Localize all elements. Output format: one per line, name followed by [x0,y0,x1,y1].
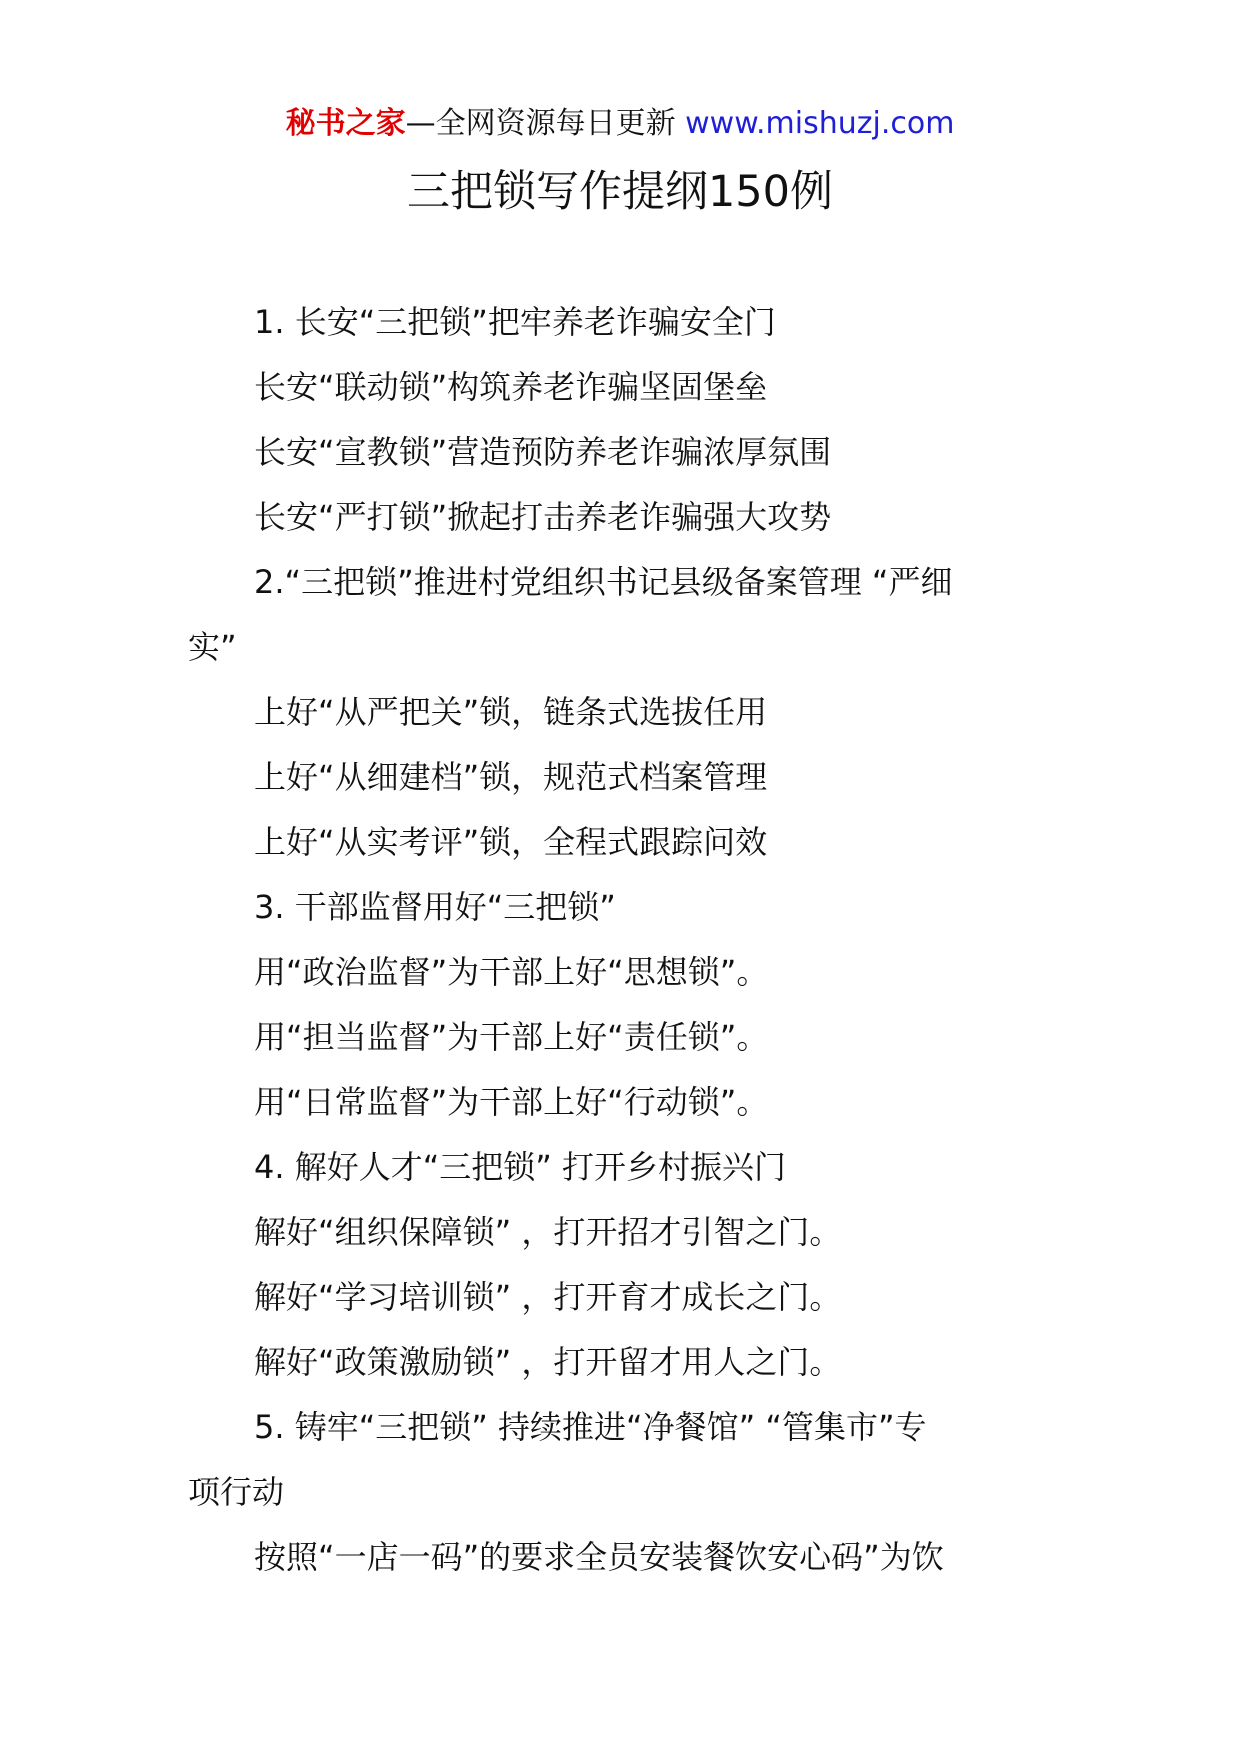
outline-line: 解好“组织保障锁” ，打开招才引智之门。 [254,1213,842,1251]
outline-line: 5. 铸牢“三把锁” 持续推进“净餐馆” “管集市”专 [254,1408,927,1446]
outline-line: 4. 解好人才“三把锁” 打开乡村振兴门 [254,1148,787,1186]
outline-line: 上好“从严把关”锁，链条式选拔任用 [254,693,768,731]
outline-line: 解好“政策激励锁” ，打开留才用人之门。 [254,1343,842,1381]
site-slogan: —全网资源每日更新 [405,106,686,141]
site-header [0,102,1240,146]
site-url-link[interactable]: www.mishuzj.com [685,106,955,141]
outline-line: 上好“从实考评”锁，全程式跟踪问效 [254,823,768,861]
outline-line: 用“日常监督”为干部上好“行动锁”。 [254,1083,769,1121]
outline-line: 长安“联动锁”构筑养老诈骗坚固堡垒 [254,368,768,406]
site-brand: 秘书之家 [285,106,406,141]
outline-line: 2.“三把锁”推进村党组织书记县级备案管理 “严细 [254,563,953,601]
document-title: 三把锁写作提纲150例 [406,167,834,217]
outline-line: 上好“从细建档”锁，规范式档案管理 [254,758,768,796]
outline-line: 按照“一店一码”的要求全员安装餐饮安心码”为饮 [254,1538,944,1576]
outline-line-continuation: 实” [188,628,237,666]
outline-line: 3. 干部监督用好“三把锁” [254,888,616,926]
document-body [188,290,1054,1590]
outline-line: 长安“宣教锁”营造预防养老诈骗浓厚氛围 [254,433,832,471]
outline-line: 用“担当监督”为干部上好“责任锁”。 [254,1018,769,1056]
outline-line: 解好“学习培训锁” ，打开育才成长之门。 [254,1278,842,1316]
outline-line: 用“政治监督”为干部上好“思想锁”。 [254,953,769,991]
outline-line: 1. 长安“三把锁”把牢养老诈骗安全门 [254,303,776,341]
outline-line: 长安“严打锁”掀起打击养老诈骗强大攻势 [254,498,832,536]
outline-line-continuation: 项行动 [188,1473,285,1511]
